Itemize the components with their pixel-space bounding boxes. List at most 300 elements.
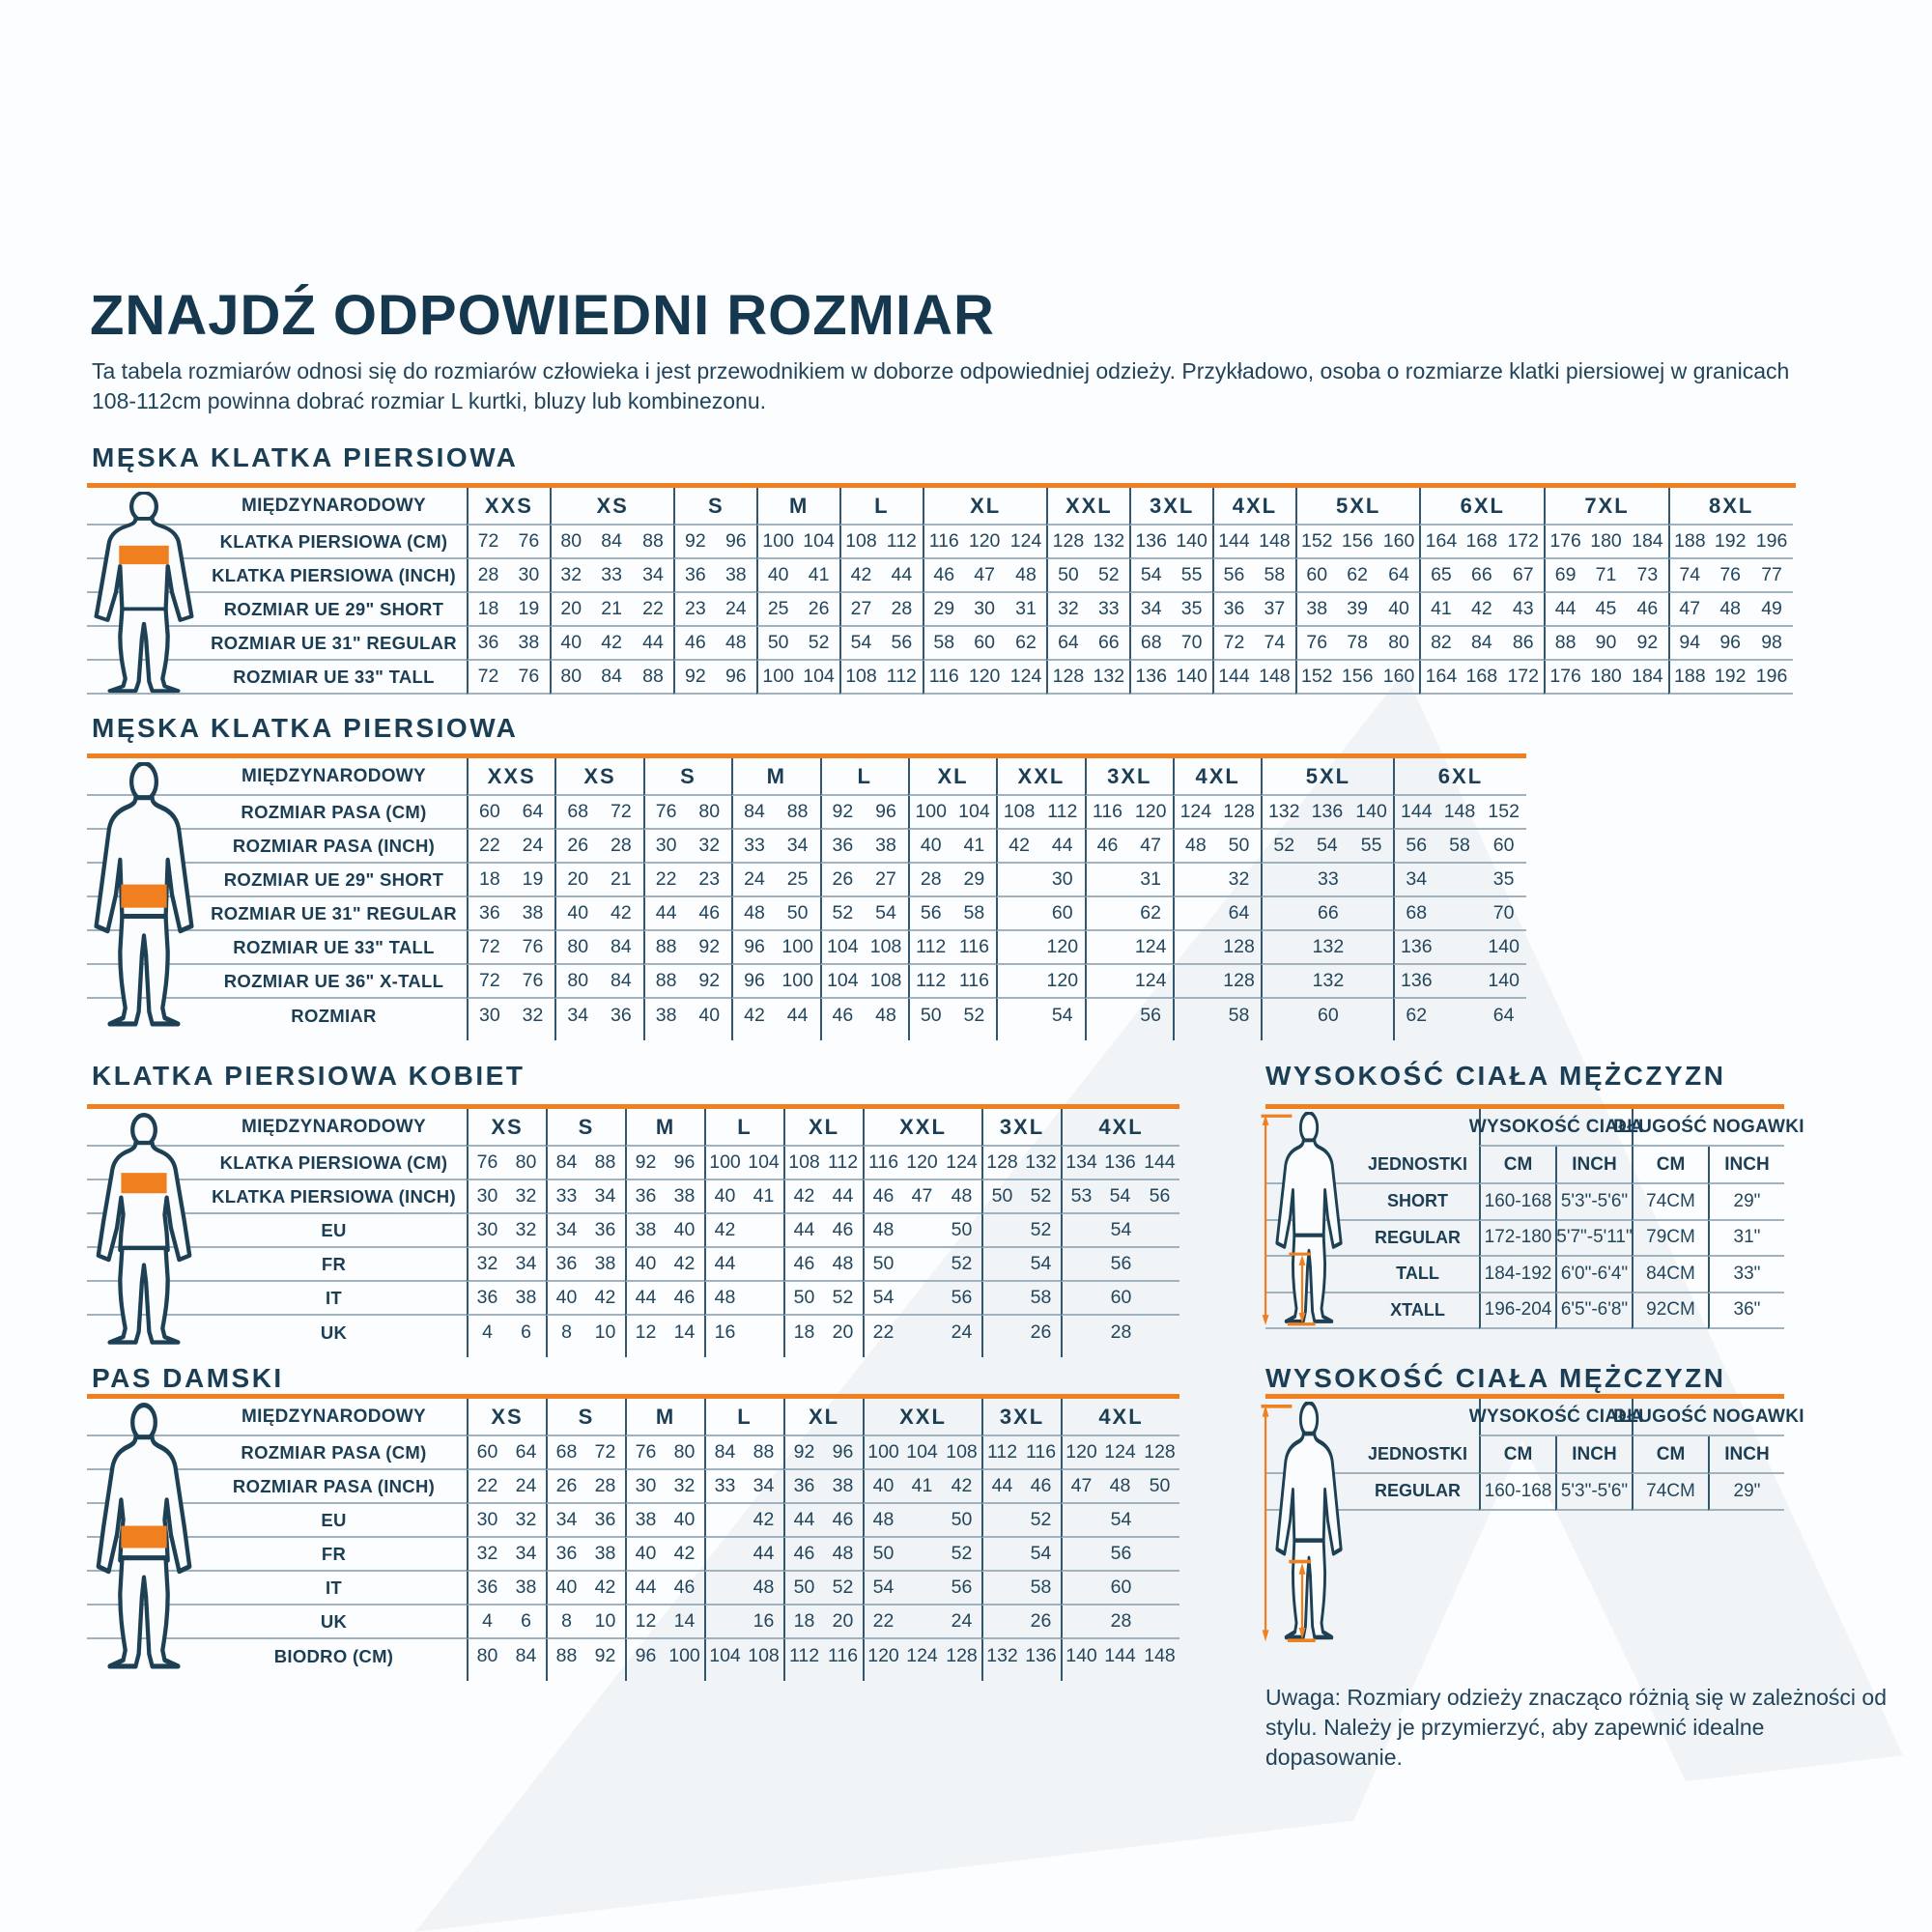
- size-cell: 64: [511, 796, 555, 830]
- row-label: FR: [87, 1248, 467, 1282]
- size-cell: 68: [554, 796, 599, 830]
- column-header: INCH: [1708, 1147, 1784, 1184]
- size-cell: 38: [823, 1470, 863, 1504]
- size-cell: [996, 965, 1040, 999]
- size-cell: 42: [665, 1248, 704, 1282]
- column-header: INCH: [1555, 1436, 1632, 1474]
- corner-blank: [1265, 1109, 1479, 1147]
- size-cell: 62: [1393, 999, 1437, 1033]
- size-cell: 192: [1710, 661, 1751, 695]
- size-cell: 144: [1104, 1645, 1136, 1666]
- size-cell: 40: [550, 627, 591, 661]
- size-cell: 64: [1492, 1005, 1515, 1026]
- size-cell: 124: [1128, 965, 1173, 999]
- value-cell: 6'0"-6'4": [1555, 1257, 1632, 1293]
- size-cell: 84: [704, 1436, 744, 1470]
- size-cell: 136: [1025, 1645, 1057, 1666]
- row-label: ROZMIAR PASA (CM): [87, 796, 467, 830]
- size-cell: 54: [863, 1572, 902, 1605]
- size-cell: 34: [1129, 593, 1171, 627]
- row-label: KLATKA PIERSIOWA (INCH): [87, 1180, 467, 1214]
- size-cell: 60: [1040, 897, 1085, 931]
- corner-blank: [1265, 1399, 1479, 1436]
- size-cell: 82: [1419, 627, 1461, 661]
- size-cell: 44: [633, 627, 674, 661]
- size-cell: 68: [1393, 897, 1437, 931]
- size-cell: 40: [546, 1282, 585, 1316]
- size-cell: 72: [599, 796, 643, 830]
- size-cell: [1173, 897, 1217, 931]
- size-cell: 36: [467, 627, 508, 661]
- size-cell: 72: [467, 965, 511, 999]
- row-label: ROZMIAR PASA (INCH): [87, 1470, 467, 1504]
- size-cell: 96: [731, 965, 776, 999]
- size-cell: 84: [515, 1645, 537, 1666]
- grid-stub: [467, 1350, 506, 1357]
- value-cell: 5'7"-5'11": [1555, 1221, 1632, 1258]
- size-cell: 35: [1482, 864, 1526, 897]
- size-cell: 46: [1085, 830, 1129, 864]
- size-cell: 56: [942, 1282, 981, 1316]
- size-cell: 50: [1140, 1470, 1179, 1504]
- size-group-header: 3XL: [981, 1399, 1061, 1436]
- size-cell: 100: [704, 1147, 744, 1180]
- corner-label: MIĘDZYNARODOWY: [87, 1399, 467, 1436]
- size-cell: 116: [827, 1645, 859, 1666]
- size-cell: 86: [1502, 627, 1544, 661]
- size-cell: [981, 1538, 1021, 1572]
- section-title-mens-chest: MĘSKA KLATKA PIERSIOWA: [92, 442, 519, 472]
- size-cell: 36: [546, 1538, 585, 1572]
- size-cell: 124: [942, 1147, 981, 1180]
- size-cell: 48: [823, 1538, 863, 1572]
- size-cell: 40: [863, 1470, 902, 1504]
- size-cell: 32: [467, 1248, 506, 1282]
- grid-stub: [783, 1673, 823, 1681]
- size-cell: 116: [952, 965, 997, 999]
- size-cell: 33: [731, 830, 776, 864]
- size-cell: 8: [546, 1605, 585, 1639]
- size-cell: 92: [625, 1147, 665, 1180]
- size-group-header: 4XL: [1061, 1109, 1179, 1147]
- size-cell: 20: [550, 593, 591, 627]
- size-cell: 4: [467, 1316, 506, 1350]
- size-cell: [981, 1572, 1021, 1605]
- size-cell: 38: [506, 1282, 546, 1316]
- size-cell: 172: [1502, 661, 1544, 695]
- size-cell: [1173, 931, 1217, 965]
- grid-stub: [1393, 1033, 1437, 1040]
- size-cell: [902, 1504, 942, 1538]
- size-cell: 25: [776, 864, 820, 897]
- grid-stub: [1061, 1673, 1100, 1681]
- size-cell: [744, 1282, 783, 1316]
- grid-stub: [467, 1033, 511, 1040]
- row-label: ROZMIAR UE 29" SHORT: [87, 864, 467, 897]
- size-cell: 32: [467, 1538, 506, 1572]
- grid-stub: [467, 1673, 506, 1681]
- size-cell: 52: [1021, 1214, 1061, 1248]
- size-cell: 100: [756, 661, 798, 695]
- row-label: ROZMIAR: [291, 1005, 377, 1026]
- size-cell: 36: [467, 1572, 506, 1605]
- size-cell: 46: [783, 1538, 823, 1572]
- size-cell: 140: [1061, 1639, 1100, 1673]
- size-cell: 52: [1021, 1504, 1061, 1538]
- size-cell: 52: [963, 1005, 985, 1026]
- size-cell: 152: [1295, 661, 1337, 695]
- size-cell: 47: [964, 559, 1006, 593]
- size-cell: 80: [554, 931, 599, 965]
- size-group-header: XL: [908, 758, 996, 796]
- size-cell: 65: [1419, 559, 1461, 593]
- figure-cell: [1265, 1184, 1343, 1221]
- section-title-womens-waist: PAS DAMSKI: [92, 1363, 284, 1393]
- size-cell: 28: [599, 830, 643, 864]
- size-cell: 96: [665, 1147, 704, 1180]
- size-cell: 56: [1212, 559, 1254, 593]
- grid-stub: [996, 1033, 1040, 1040]
- size-table-womens-chest: [87, 1104, 1179, 1357]
- size-group-header: 6XL: [1419, 488, 1544, 526]
- size-cell: 36: [820, 830, 865, 864]
- size-cell: 58: [1021, 1572, 1061, 1605]
- size-cell: 41: [1419, 593, 1461, 627]
- size-cell: 32: [550, 559, 591, 593]
- size-group-header: XXL: [1046, 488, 1129, 526]
- figure-cell: [1265, 1221, 1343, 1258]
- size-cell: 76: [467, 1147, 506, 1180]
- size-cell: 30: [1040, 864, 1085, 897]
- size-cell: 40: [704, 1180, 744, 1214]
- size-cell: 33: [546, 1180, 585, 1214]
- size-cell: 29: [952, 864, 997, 897]
- size-cell: 54: [1061, 1214, 1179, 1248]
- height-table-mens-regular: [1265, 1394, 1804, 1511]
- size-cell: 40: [698, 1005, 721, 1026]
- size-cell: 184: [1627, 661, 1668, 695]
- value-cell: 79CM: [1632, 1221, 1708, 1258]
- size-group-header: XS: [467, 1399, 546, 1436]
- size-cell: 26: [1030, 1321, 1052, 1343]
- size-cell: 144: [1393, 796, 1437, 830]
- size-cell: 100: [756, 526, 798, 559]
- size-cell: 128: [1140, 1436, 1179, 1470]
- size-cell: 56: [908, 897, 952, 931]
- size-cell: 32: [687, 830, 731, 864]
- size-cell: 30: [467, 1214, 506, 1248]
- size-cell: 36: [625, 1180, 665, 1214]
- size-cell: 38: [715, 559, 756, 593]
- size-cell: 44: [823, 1180, 863, 1214]
- row-label: REGULAR: [1343, 1221, 1479, 1258]
- value-cell: 5'3"-5'6": [1555, 1474, 1632, 1511]
- size-group-header: XS: [554, 758, 642, 796]
- size-group-header: S: [546, 1399, 625, 1436]
- size-cell: 34: [1393, 864, 1437, 897]
- size-cell: 120: [863, 1639, 902, 1673]
- units-label: JEDNOSTKI: [1343, 1147, 1479, 1184]
- size-cell: 14: [665, 1605, 704, 1639]
- size-cell: 66: [1261, 897, 1393, 931]
- size-cell: 92: [783, 1436, 823, 1470]
- size-cell: 120: [964, 526, 1006, 559]
- size-cell: 152: [1295, 526, 1337, 559]
- size-cell: 54: [1305, 830, 1350, 864]
- size-cell: 38: [864, 830, 908, 864]
- size-group-header: XS: [550, 488, 674, 526]
- value-cell: 36": [1708, 1293, 1784, 1330]
- size-cell: 136: [1393, 965, 1437, 999]
- size-cell: 42: [839, 559, 881, 593]
- size-cell: [1085, 864, 1129, 897]
- size-group-header: M: [731, 758, 819, 796]
- value-cell: 160-168: [1479, 1474, 1555, 1511]
- size-cell: [981, 1316, 1021, 1350]
- grid-stub: [820, 1033, 865, 1040]
- size-cell: 27: [839, 593, 881, 627]
- row-label: ROZMIAR UE 29" SHORT: [87, 593, 467, 627]
- size-cell: [996, 864, 1040, 897]
- size-cell: [1437, 864, 1482, 897]
- size-cell: 6: [521, 1321, 531, 1343]
- size-cell: 140: [1482, 965, 1526, 999]
- size-cell: 124: [1100, 1436, 1140, 1470]
- size-cell: 136: [1129, 526, 1171, 559]
- size-cell: 60: [1482, 830, 1526, 864]
- size-cell: 46: [687, 897, 731, 931]
- size-cell: 104: [820, 965, 865, 999]
- size-cell: 22: [467, 830, 511, 864]
- size-cell: [981, 1504, 1021, 1538]
- height-table-mens-full: [1265, 1104, 1804, 1329]
- size-cell: 21: [599, 864, 643, 897]
- size-group-header: 4XL: [1173, 758, 1261, 796]
- size-cell: 168: [1461, 526, 1502, 559]
- size-cell: 47: [1128, 830, 1173, 864]
- size-group-header: 8XL: [1668, 488, 1793, 526]
- size-cell: 80: [467, 1639, 506, 1673]
- size-cell: 60: [467, 1436, 506, 1470]
- size-cell: 132: [1261, 796, 1305, 830]
- size-cell: 116: [952, 931, 997, 965]
- size-cell: [996, 931, 1040, 965]
- size-cell: 74: [1668, 559, 1710, 593]
- size-cell: 108: [996, 796, 1040, 830]
- size-cell: 46: [1627, 593, 1668, 627]
- value-cell: 5'3"-5'6": [1555, 1184, 1632, 1221]
- size-cell: 30: [643, 830, 688, 864]
- size-cell: 164: [1419, 661, 1461, 695]
- size-cell: 24: [715, 593, 756, 627]
- size-cell: 112: [1040, 796, 1085, 830]
- size-cell: 76: [643, 796, 688, 830]
- size-cell: 60: [1295, 559, 1337, 593]
- size-cell: 164: [1419, 526, 1461, 559]
- size-cell: 80: [550, 661, 591, 695]
- size-cell: 32: [506, 1504, 546, 1538]
- size-cell: 92: [594, 1645, 616, 1666]
- size-cell: 148: [1254, 526, 1295, 559]
- size-cell: 22: [863, 1605, 902, 1639]
- size-cell: 38: [585, 1538, 625, 1572]
- size-cell: [1173, 999, 1217, 1033]
- column-group-header: DŁUGOŚĆ NOGAWKI: [1632, 1399, 1784, 1436]
- size-cell: 73: [1627, 559, 1668, 593]
- page-title: ZNAJDŹ ODPOWIEDNI ROZMIAR: [90, 284, 995, 347]
- size-cell: 156: [1337, 661, 1378, 695]
- size-cell: 54: [839, 627, 881, 661]
- size-cell: 58: [1228, 1005, 1250, 1026]
- size-cell: [902, 1214, 942, 1248]
- size-cell: 38: [1295, 593, 1337, 627]
- size-cell: 36: [783, 1470, 823, 1504]
- size-cell: 120: [1128, 796, 1173, 830]
- size-cell: 88: [585, 1147, 625, 1180]
- size-cell: [704, 1572, 744, 1605]
- size-cell: 42: [704, 1214, 744, 1248]
- size-cell: 52: [823, 1282, 863, 1316]
- size-cell: 112: [823, 1147, 863, 1180]
- row-label: ROZMIAR PASA (CM): [87, 1436, 467, 1470]
- size-cell: 44: [1040, 830, 1085, 864]
- size-cell: 32: [1217, 864, 1262, 897]
- size-group-header: L: [704, 1399, 783, 1436]
- size-cell: 136: [1100, 1147, 1140, 1180]
- column-group-header: WYSOKOŚĆ CIAŁA: [1479, 1109, 1632, 1147]
- size-cell: 55: [1350, 830, 1394, 864]
- value-cell: 74CM: [1632, 1184, 1708, 1221]
- size-cell: 116: [923, 661, 964, 695]
- size-cell: 40: [546, 1572, 585, 1605]
- size-group-header: L: [704, 1109, 783, 1147]
- size-cell: 148: [1437, 796, 1482, 830]
- size-cell: 38: [506, 1572, 546, 1605]
- size-group-header: XXS: [467, 488, 550, 526]
- size-cell: 112: [881, 526, 923, 559]
- size-group-header: L: [839, 488, 923, 526]
- size-cell: 92: [673, 661, 715, 695]
- size-cell: [981, 1248, 1021, 1282]
- size-cell: 84: [591, 526, 633, 559]
- size-cell: 10: [594, 1321, 616, 1343]
- value-cell: 6'5"-6'8": [1555, 1293, 1632, 1330]
- size-cell: 42: [783, 1180, 823, 1214]
- size-cell: 96: [731, 931, 776, 965]
- size-cell: 36: [467, 1282, 506, 1316]
- size-cell: 34: [776, 830, 820, 864]
- row-label: ROZMIAR UE 36" X-TALL: [87, 965, 467, 999]
- size-cell: 176: [1544, 661, 1585, 695]
- size-cell: 12: [625, 1605, 665, 1639]
- size-cell: 20: [554, 864, 599, 897]
- size-cell: 34: [546, 1504, 585, 1538]
- size-cell: 33: [1261, 864, 1393, 897]
- size-cell: 160: [1378, 526, 1420, 559]
- size-cell: 184: [1627, 526, 1668, 559]
- column-header: CM: [1632, 1436, 1708, 1474]
- size-cell: 58: [923, 627, 964, 661]
- size-table-mens-waist: [87, 753, 1526, 1040]
- row-label: KLATKA PIERSIOWA (INCH): [87, 559, 467, 593]
- row-label: XTALL: [1343, 1293, 1479, 1330]
- size-cell: 30: [964, 593, 1006, 627]
- size-cell: 48: [823, 1248, 863, 1282]
- size-cell: 100: [776, 965, 820, 999]
- size-cell: 50: [942, 1214, 981, 1248]
- size-cell: 52: [1261, 830, 1305, 864]
- size-cell: 58: [952, 897, 997, 931]
- size-cell: 128: [946, 1645, 978, 1666]
- intro-line-1: Ta tabela rozmiarów odnosi się do rozmiarów człowieka i jest przewodnikiem w doborze odpowiedniej odzieży. Przykładowo, osoba o rozmiarze klatki piersiowej w granicach: [92, 358, 1790, 384]
- size-cell: 46: [923, 559, 964, 593]
- value-cell: 196-204: [1479, 1293, 1555, 1330]
- size-group-header: 6XL: [1393, 758, 1525, 796]
- size-cell: 64: [1378, 559, 1420, 593]
- size-cell: 132: [1088, 526, 1129, 559]
- size-cell: 46: [823, 1504, 863, 1538]
- size-cell: 28: [1061, 1605, 1179, 1639]
- size-cell: 54: [1129, 559, 1171, 593]
- size-cell: [902, 1316, 942, 1350]
- size-cell: 62: [1006, 627, 1047, 661]
- size-cell: 108: [864, 931, 908, 965]
- size-cell: [902, 1572, 942, 1605]
- size-cell: 36: [546, 1248, 585, 1282]
- size-cell: [1437, 999, 1482, 1033]
- grid-stub: [625, 1350, 665, 1357]
- size-cell: 58: [1021, 1282, 1061, 1316]
- size-cell: 168: [1461, 661, 1502, 695]
- size-cell: 104: [704, 1639, 744, 1673]
- size-cell: 40: [1378, 593, 1420, 627]
- size-cell: 132: [1088, 661, 1129, 695]
- size-cell: 96: [823, 1436, 863, 1470]
- size-cell: 46: [673, 627, 715, 661]
- size-cell: 78: [1337, 627, 1378, 661]
- column-group-header: DŁUGOŚĆ NOGAWKI: [1632, 1109, 1784, 1147]
- size-cell: 100: [908, 796, 952, 830]
- size-cell: 60: [1061, 1572, 1179, 1605]
- size-cell: 12: [625, 1316, 665, 1350]
- size-cell: 136: [1305, 796, 1350, 830]
- size-cell: 52: [942, 1248, 981, 1282]
- size-cell: 44: [625, 1282, 665, 1316]
- size-cell: 80: [554, 965, 599, 999]
- size-cell: 84: [599, 931, 643, 965]
- size-group-header: M: [625, 1399, 704, 1436]
- size-cell: 50: [783, 1572, 823, 1605]
- size-cell: 188: [1668, 661, 1710, 695]
- size-group-header: L: [820, 758, 908, 796]
- size-cell: 8: [546, 1316, 585, 1350]
- size-cell: [1085, 931, 1129, 965]
- size-cell: 74: [1254, 627, 1295, 661]
- size-group-header: 3XL: [981, 1109, 1061, 1147]
- size-cell: 47: [1668, 593, 1710, 627]
- size-cell: 132: [1261, 931, 1393, 965]
- size-cell: 88: [546, 1639, 585, 1673]
- size-cell: 54: [1061, 1504, 1179, 1538]
- size-cell: 48: [715, 627, 756, 661]
- size-cell: 41: [798, 559, 839, 593]
- size-cell: 42: [585, 1572, 625, 1605]
- size-cell: 69: [1544, 559, 1585, 593]
- size-cell: 132: [981, 1639, 1021, 1673]
- size-cell: 33: [704, 1470, 744, 1504]
- size-cell: [1437, 931, 1482, 965]
- size-cell: 54: [1021, 1248, 1061, 1282]
